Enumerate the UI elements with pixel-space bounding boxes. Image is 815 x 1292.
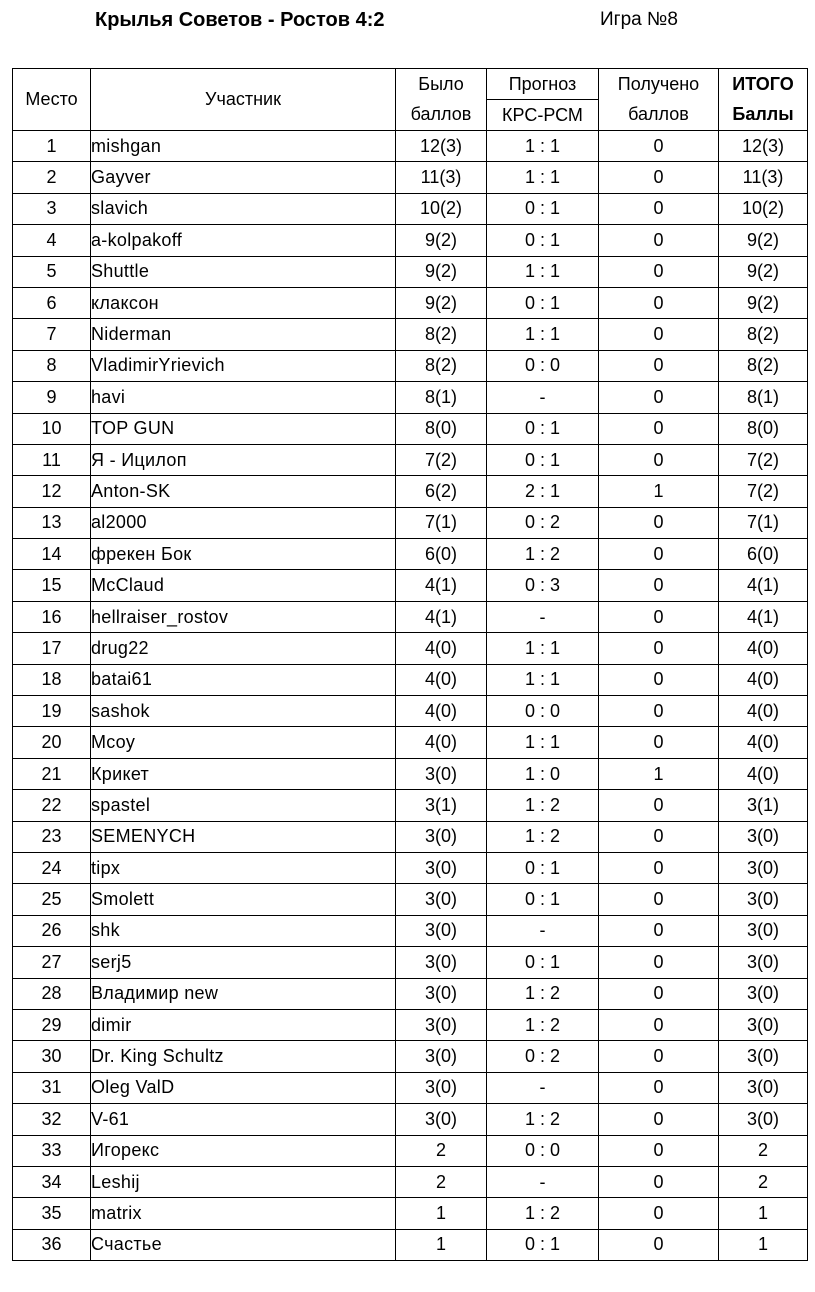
participant-cell: shk: [91, 915, 396, 946]
total-points-cell: 11(3): [719, 162, 808, 193]
total-points-cell: 4(0): [719, 633, 808, 664]
place-cell: 17: [13, 633, 91, 664]
header-got-line2: баллов: [599, 100, 719, 131]
header-got-line1: Получено: [599, 69, 719, 100]
place-cell: 31: [13, 1072, 91, 1103]
received-points-cell: 1: [599, 758, 719, 789]
total-points-cell: 2: [719, 1135, 808, 1166]
received-points-cell: 0: [599, 350, 719, 381]
forecast-cell: 0 : 1: [487, 413, 599, 444]
total-points-cell: 12(3): [719, 131, 808, 162]
participant-cell: havi: [91, 382, 396, 413]
received-points-cell: 0: [599, 821, 719, 852]
previous-points-cell: 12(3): [396, 131, 487, 162]
previous-points-cell: 3(0): [396, 915, 487, 946]
place-cell: 19: [13, 696, 91, 727]
forecast-cell: -: [487, 1166, 599, 1197]
total-points-cell: 8(2): [719, 319, 808, 350]
forecast-cell: 1 : 2: [487, 821, 599, 852]
previous-points-cell: 3(0): [396, 852, 487, 883]
previous-points-cell: 4(1): [396, 570, 487, 601]
table-row: [13, 131, 808, 162]
total-points-cell: 6(0): [719, 539, 808, 570]
forecast-cell: -: [487, 382, 599, 413]
place-cell: 29: [13, 1009, 91, 1040]
total-points-cell: 4(1): [719, 570, 808, 601]
received-points-cell: 0: [599, 507, 719, 538]
forecast-cell: 1 : 1: [487, 727, 599, 758]
place-cell: 15: [13, 570, 91, 601]
received-points-cell: 0: [599, 1166, 719, 1197]
received-points-cell: 0: [599, 852, 719, 883]
table-row: [13, 633, 808, 664]
place-cell: 9: [13, 382, 91, 413]
received-points-cell: 0: [599, 1198, 719, 1229]
place-cell: 30: [13, 1041, 91, 1072]
place-cell: 36: [13, 1229, 91, 1260]
previous-points-cell: 8(1): [396, 382, 487, 413]
received-points-cell: 0: [599, 131, 719, 162]
participant-cell: Gayver: [91, 162, 396, 193]
participant-cell: tipx: [91, 852, 396, 883]
table-row: [13, 287, 808, 318]
participant-cell: VladimirYrievich: [91, 350, 396, 381]
participant-cell: dimir: [91, 1009, 396, 1040]
header-place: Место: [13, 69, 91, 131]
place-cell: 18: [13, 664, 91, 695]
forecast-cell: 0 : 0: [487, 350, 599, 381]
participant-cell: Shuttle: [91, 256, 396, 287]
received-points-cell: 0: [599, 1229, 719, 1260]
total-points-cell: 9(2): [719, 225, 808, 256]
received-points-cell: 0: [599, 633, 719, 664]
received-points-cell: 0: [599, 664, 719, 695]
received-points-cell: 1: [599, 476, 719, 507]
previous-points-cell: 8(0): [396, 413, 487, 444]
received-points-cell: 0: [599, 287, 719, 318]
table-row: [13, 758, 808, 789]
previous-points-cell: 8(2): [396, 350, 487, 381]
forecast-cell: 1 : 1: [487, 256, 599, 287]
table-row: [13, 601, 808, 632]
place-cell: 24: [13, 852, 91, 883]
total-points-cell: 1: [719, 1198, 808, 1229]
forecast-cell: 0 : 1: [487, 947, 599, 978]
table-row: [13, 727, 808, 758]
previous-points-cell: 8(2): [396, 319, 487, 350]
header-total-line1: ИТОГО: [719, 69, 808, 100]
place-cell: 32: [13, 1104, 91, 1135]
total-points-cell: 3(0): [719, 821, 808, 852]
total-points-cell: 3(0): [719, 1009, 808, 1040]
previous-points-cell: 6(2): [396, 476, 487, 507]
table-row: [13, 915, 808, 946]
total-points-cell: 8(2): [719, 350, 808, 381]
table-row: [13, 1166, 808, 1197]
forecast-cell: 0 : 3: [487, 570, 599, 601]
participant-cell: Игорекс: [91, 1135, 396, 1166]
table-row: [13, 1135, 808, 1166]
participant-cell: matrix: [91, 1198, 396, 1229]
received-points-cell: 0: [599, 1009, 719, 1040]
previous-points-cell: 1: [396, 1198, 487, 1229]
place-cell: 22: [13, 790, 91, 821]
previous-points-cell: 2: [396, 1166, 487, 1197]
previous-points-cell: 7(2): [396, 444, 487, 475]
previous-points-cell: 1: [396, 1229, 487, 1260]
previous-points-cell: 3(0): [396, 884, 487, 915]
participant-cell: Счастье: [91, 1229, 396, 1260]
table-row: [13, 884, 808, 915]
place-cell: 8: [13, 350, 91, 381]
table-row: [13, 978, 808, 1009]
table-row: [13, 664, 808, 695]
table-row: [13, 382, 808, 413]
total-points-cell: 3(0): [719, 947, 808, 978]
total-points-cell: 4(0): [719, 758, 808, 789]
forecast-cell: 1 : 1: [487, 131, 599, 162]
place-cell: 1: [13, 131, 91, 162]
participant-cell: Oleg ValD: [91, 1072, 396, 1103]
forecast-cell: 1 : 2: [487, 790, 599, 821]
previous-points-cell: 2: [396, 1135, 487, 1166]
previous-points-cell: 4(0): [396, 664, 487, 695]
participant-cell: Mcoy: [91, 727, 396, 758]
total-points-cell: 4(0): [719, 727, 808, 758]
place-cell: 12: [13, 476, 91, 507]
table-row: [13, 256, 808, 287]
participant-cell: a-kolpakoff: [91, 225, 396, 256]
previous-points-cell: 3(0): [396, 1009, 487, 1040]
place-cell: 28: [13, 978, 91, 1009]
place-cell: 20: [13, 727, 91, 758]
forecast-cell: 1 : 2: [487, 1009, 599, 1040]
table-row: [13, 821, 808, 852]
received-points-cell: 0: [599, 256, 719, 287]
received-points-cell: 0: [599, 947, 719, 978]
place-cell: 25: [13, 884, 91, 915]
previous-points-cell: 4(1): [396, 601, 487, 632]
table-row: [13, 790, 808, 821]
forecast-cell: -: [487, 601, 599, 632]
place-cell: 26: [13, 915, 91, 946]
participant-cell: TOP GUN: [91, 413, 396, 444]
standings-rows: [13, 131, 808, 1261]
place-cell: 6: [13, 287, 91, 318]
table-row: [13, 696, 808, 727]
total-points-cell: 3(0): [719, 1072, 808, 1103]
participant-cell: hellraiser_rostov: [91, 601, 396, 632]
forecast-cell: 0 : 1: [487, 852, 599, 883]
forecast-cell: 1 : 1: [487, 162, 599, 193]
forecast-cell: 0 : 2: [487, 1041, 599, 1072]
total-points-cell: 4(1): [719, 601, 808, 632]
total-points-cell: 1: [719, 1229, 808, 1260]
forecast-cell: 1 : 1: [487, 633, 599, 664]
table-row: [13, 1041, 808, 1072]
previous-points-cell: 7(1): [396, 507, 487, 538]
previous-points-cell: 3(0): [396, 821, 487, 852]
previous-points-cell: 11(3): [396, 162, 487, 193]
previous-points-cell: 9(2): [396, 225, 487, 256]
total-points-cell: 3(0): [719, 884, 808, 915]
standings-table: [12, 68, 808, 1261]
total-points-cell: 8(0): [719, 413, 808, 444]
participant-cell: Niderman: [91, 319, 396, 350]
table-row: [13, 193, 808, 224]
table-row: [13, 225, 808, 256]
received-points-cell: 0: [599, 1041, 719, 1072]
game-number: Игра №8: [600, 9, 678, 30]
forecast-cell: 0 : 0: [487, 1135, 599, 1166]
received-points-cell: 0: [599, 1072, 719, 1103]
received-points-cell: 0: [599, 1104, 719, 1135]
header-was-line2: баллов: [396, 100, 487, 131]
previous-points-cell: 3(0): [396, 758, 487, 789]
total-points-cell: 4(0): [719, 664, 808, 695]
total-points-cell: 10(2): [719, 193, 808, 224]
forecast-cell: 0 : 1: [487, 1229, 599, 1260]
received-points-cell: 0: [599, 193, 719, 224]
table-row: [13, 162, 808, 193]
participant-cell: Anton-SK: [91, 476, 396, 507]
forecast-cell: 1 : 2: [487, 978, 599, 1009]
total-points-cell: 2: [719, 1166, 808, 1197]
place-cell: 13: [13, 507, 91, 538]
table-row: [13, 539, 808, 570]
participant-cell: slavich: [91, 193, 396, 224]
previous-points-cell: 3(0): [396, 1041, 487, 1072]
place-cell: 35: [13, 1198, 91, 1229]
table-row: [13, 319, 808, 350]
match-title: Крылья Советов - Ростов 4:2: [95, 9, 385, 31]
received-points-cell: 0: [599, 225, 719, 256]
total-points-cell: 3(0): [719, 915, 808, 946]
participant-cell: drug22: [91, 633, 396, 664]
place-cell: 11: [13, 444, 91, 475]
table-row: [13, 947, 808, 978]
total-points-cell: 9(2): [719, 256, 808, 287]
total-points-cell: 3(1): [719, 790, 808, 821]
participant-cell: фрекен Бок: [91, 539, 396, 570]
participant-cell: serj5: [91, 947, 396, 978]
header-forecast-sub: КРС-РСМ: [487, 100, 599, 131]
received-points-cell: 0: [599, 539, 719, 570]
received-points-cell: 0: [599, 884, 719, 915]
forecast-cell: 1 : 1: [487, 319, 599, 350]
total-points-cell: 7(2): [719, 444, 808, 475]
total-points-cell: 7(2): [719, 476, 808, 507]
participant-cell: batai61: [91, 664, 396, 695]
place-cell: 3: [13, 193, 91, 224]
received-points-cell: 0: [599, 696, 719, 727]
received-points-cell: 0: [599, 413, 719, 444]
forecast-cell: 1 : 0: [487, 758, 599, 789]
participant-cell: Smolett: [91, 884, 396, 915]
forecast-cell: 1 : 1: [487, 664, 599, 695]
place-cell: 27: [13, 947, 91, 978]
forecast-cell: 0 : 0: [487, 696, 599, 727]
received-points-cell: 0: [599, 162, 719, 193]
previous-points-cell: 3(0): [396, 978, 487, 1009]
header-was-line1: Было: [396, 69, 487, 100]
forecast-cell: -: [487, 1072, 599, 1103]
previous-points-cell: 10(2): [396, 193, 487, 224]
table-row: [13, 852, 808, 883]
received-points-cell: 0: [599, 1135, 719, 1166]
participant-cell: Владимир new: [91, 978, 396, 1009]
table-row: [13, 507, 808, 538]
participant-cell: McClaud: [91, 570, 396, 601]
forecast-cell: 2 : 1: [487, 476, 599, 507]
previous-points-cell: 9(2): [396, 287, 487, 318]
forecast-cell: -: [487, 915, 599, 946]
participant-cell: Dr. King Schultz: [91, 1041, 396, 1072]
participant-cell: mishgan: [91, 131, 396, 162]
forecast-cell: 0 : 2: [487, 507, 599, 538]
received-points-cell: 0: [599, 570, 719, 601]
participant-cell: Leshij: [91, 1166, 396, 1197]
previous-points-cell: 4(0): [396, 727, 487, 758]
participant-cell: V-61: [91, 1104, 396, 1135]
table-row: [13, 1198, 808, 1229]
previous-points-cell: 3(0): [396, 947, 487, 978]
received-points-cell: 0: [599, 978, 719, 1009]
table-row: [13, 570, 808, 601]
previous-points-cell: 3(1): [396, 790, 487, 821]
total-points-cell: 3(0): [719, 852, 808, 883]
header-total-line2: Баллы: [719, 100, 808, 131]
participant-cell: Крикет: [91, 758, 396, 789]
participant-cell: spastel: [91, 790, 396, 821]
total-points-cell: 4(0): [719, 696, 808, 727]
total-points-cell: 7(1): [719, 507, 808, 538]
forecast-cell: 1 : 2: [487, 1198, 599, 1229]
table-row: [13, 413, 808, 444]
total-points-cell: 3(0): [719, 1104, 808, 1135]
received-points-cell: 0: [599, 727, 719, 758]
received-points-cell: 0: [599, 790, 719, 821]
place-cell: 23: [13, 821, 91, 852]
place-cell: 7: [13, 319, 91, 350]
previous-points-cell: 3(0): [396, 1072, 487, 1103]
place-cell: 34: [13, 1166, 91, 1197]
participant-cell: клаксон: [91, 287, 396, 318]
total-points-cell: 3(0): [719, 978, 808, 1009]
participant-cell: SEMENYCH: [91, 821, 396, 852]
table-row: [13, 1104, 808, 1135]
forecast-cell: 0 : 1: [487, 884, 599, 915]
table-row: [13, 350, 808, 381]
table-row: [13, 1009, 808, 1040]
place-cell: 16: [13, 601, 91, 632]
previous-points-cell: 4(0): [396, 633, 487, 664]
received-points-cell: 0: [599, 601, 719, 632]
forecast-cell: 0 : 1: [487, 193, 599, 224]
table-row: [13, 476, 808, 507]
place-cell: 14: [13, 539, 91, 570]
table-row: [13, 1072, 808, 1103]
received-points-cell: 0: [599, 915, 719, 946]
participant-cell: al2000: [91, 507, 396, 538]
participant-cell: Я - Ицилоп: [91, 444, 396, 475]
total-points-cell: 3(0): [719, 1041, 808, 1072]
forecast-cell: 0 : 1: [487, 225, 599, 256]
total-points-cell: 8(1): [719, 382, 808, 413]
place-cell: 10: [13, 413, 91, 444]
previous-points-cell: 6(0): [396, 539, 487, 570]
previous-points-cell: 9(2): [396, 256, 487, 287]
received-points-cell: 0: [599, 382, 719, 413]
previous-points-cell: 3(0): [396, 1104, 487, 1135]
place-cell: 2: [13, 162, 91, 193]
forecast-cell: 1 : 2: [487, 539, 599, 570]
place-cell: 4: [13, 225, 91, 256]
place-cell: 33: [13, 1135, 91, 1166]
header-forecast: Прогноз: [487, 69, 599, 100]
forecast-cell: 0 : 1: [487, 444, 599, 475]
table-row: [13, 444, 808, 475]
forecast-cell: 1 : 2: [487, 1104, 599, 1135]
received-points-cell: 0: [599, 319, 719, 350]
previous-points-cell: 4(0): [396, 696, 487, 727]
participant-cell: sashok: [91, 696, 396, 727]
received-points-cell: 0: [599, 444, 719, 475]
table-row: [13, 1229, 808, 1260]
place-cell: 21: [13, 758, 91, 789]
total-points-cell: 9(2): [719, 287, 808, 318]
forecast-cell: 0 : 1: [487, 287, 599, 318]
place-cell: 5: [13, 256, 91, 287]
header-participant: Участник: [91, 69, 396, 131]
